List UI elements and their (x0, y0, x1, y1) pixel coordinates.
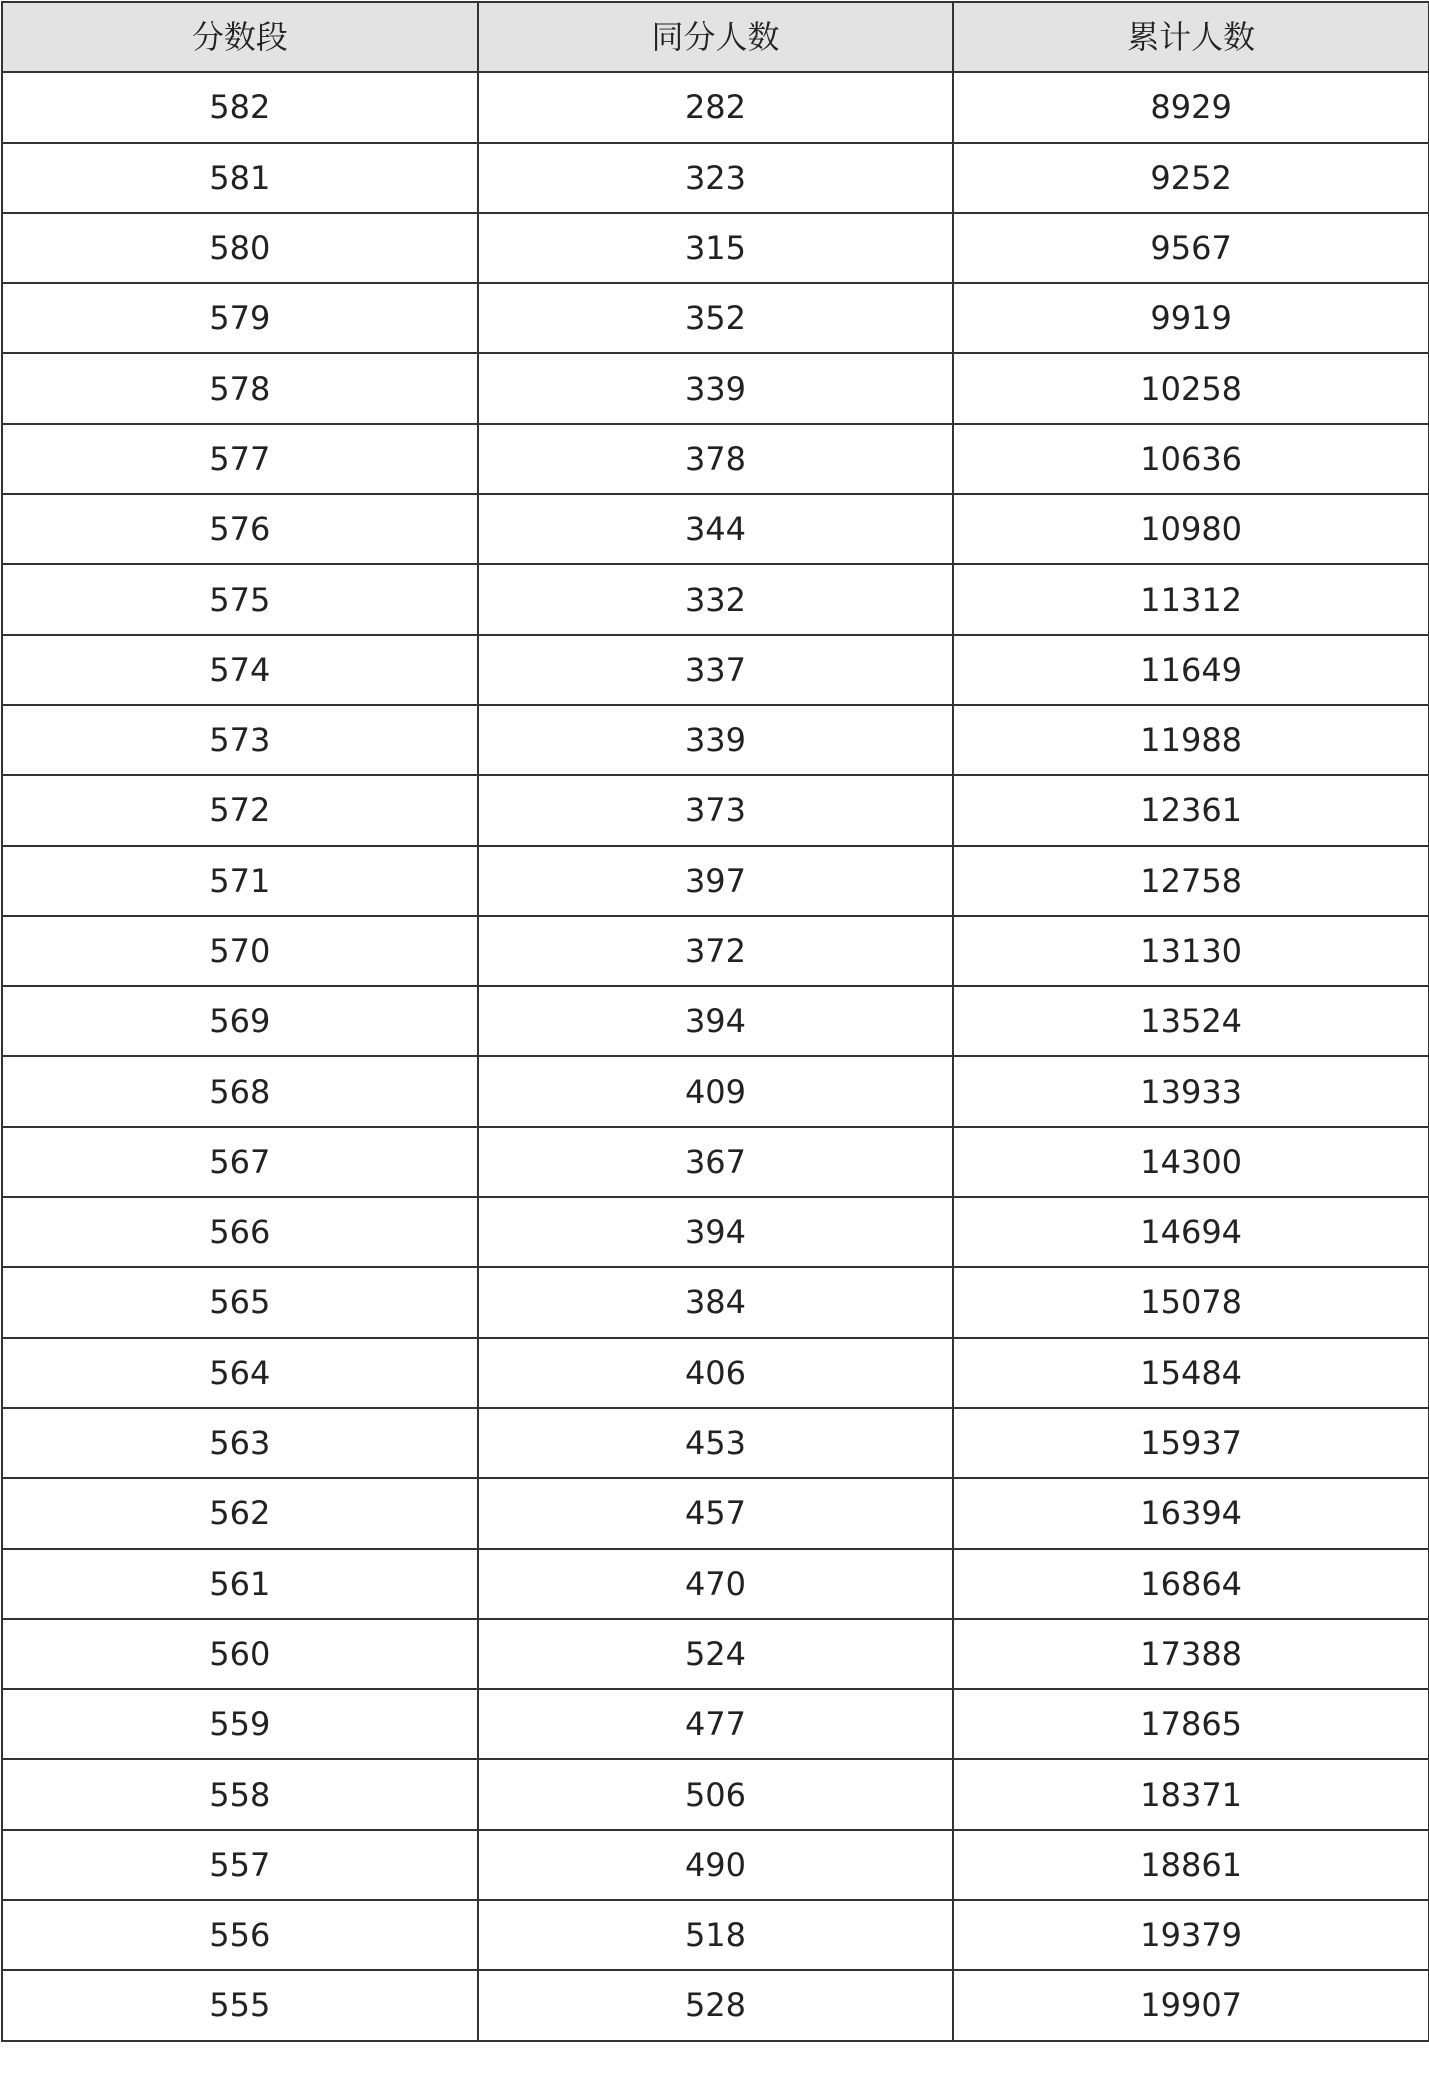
table-header (2, 2, 1429, 72)
cell-score: 578 (2, 353, 478, 423)
table-row (2, 1267, 1429, 1337)
table-row (2, 1197, 1429, 1267)
table-row (2, 72, 1429, 142)
table-row (2, 635, 1429, 705)
cell-score: 567 (2, 1127, 478, 1197)
cell-score: 571 (2, 846, 478, 916)
cell-score: 556 (2, 1900, 478, 1970)
header-row (2, 2, 1429, 72)
cell-cumulative-count: 9567 (953, 213, 1429, 283)
cell-same-score-count: 337 (478, 635, 954, 705)
table-row (2, 1830, 1429, 1900)
cell-score: 582 (2, 72, 478, 142)
table-row (2, 1338, 1429, 1408)
cell-score: 573 (2, 705, 478, 775)
cell-same-score-count: 453 (478, 1408, 954, 1478)
cell-same-score-count: 344 (478, 494, 954, 564)
cell-score: 561 (2, 1549, 478, 1619)
cell-score: 566 (2, 1197, 478, 1267)
table-row (2, 775, 1429, 845)
cell-same-score-count: 524 (478, 1619, 954, 1689)
cell-cumulative-count: 16394 (953, 1478, 1429, 1548)
cell-cumulative-count: 12361 (953, 775, 1429, 845)
cell-score: 569 (2, 986, 478, 1056)
cell-same-score-count: 315 (478, 213, 954, 283)
cell-cumulative-count: 14300 (953, 1127, 1429, 1197)
cell-cumulative-count: 9919 (953, 283, 1429, 353)
header-score-range: 分数段 (2, 2, 478, 72)
table-row (2, 1478, 1429, 1548)
table-row (2, 1900, 1429, 1970)
cell-cumulative-count: 10980 (953, 494, 1429, 564)
cell-score: 580 (2, 213, 478, 283)
cell-same-score-count: 323 (478, 143, 954, 213)
table-row (2, 424, 1429, 494)
table-row (2, 916, 1429, 986)
cell-cumulative-count: 17865 (953, 1689, 1429, 1759)
table-body (2, 72, 1429, 2040)
cell-same-score-count: 339 (478, 705, 954, 775)
cell-cumulative-count: 19907 (953, 1970, 1429, 2040)
cell-score: 574 (2, 635, 478, 705)
cell-same-score-count: 528 (478, 1970, 954, 2040)
cell-same-score-count: 406 (478, 1338, 954, 1408)
table-row (2, 564, 1429, 634)
cell-same-score-count: 506 (478, 1759, 954, 1829)
table-row (2, 1970, 1429, 2040)
cell-same-score-count: 378 (478, 424, 954, 494)
cell-score: 560 (2, 1619, 478, 1689)
cell-cumulative-count: 11649 (953, 635, 1429, 705)
table-row (2, 1689, 1429, 1759)
cell-same-score-count: 384 (478, 1267, 954, 1337)
cell-score: 557 (2, 1830, 478, 1900)
cell-score: 562 (2, 1478, 478, 1548)
cell-cumulative-count: 18371 (953, 1759, 1429, 1829)
cell-same-score-count: 490 (478, 1830, 954, 1900)
table-row (2, 986, 1429, 1056)
cell-same-score-count: 372 (478, 916, 954, 986)
cell-score: 577 (2, 424, 478, 494)
cell-score: 568 (2, 1056, 478, 1126)
cell-cumulative-count: 15078 (953, 1267, 1429, 1337)
cell-same-score-count: 332 (478, 564, 954, 634)
cell-cumulative-count: 15484 (953, 1338, 1429, 1408)
cell-same-score-count: 367 (478, 1127, 954, 1197)
cell-same-score-count: 470 (478, 1549, 954, 1619)
cell-score: 572 (2, 775, 478, 845)
cell-score: 570 (2, 916, 478, 986)
cell-same-score-count: 373 (478, 775, 954, 845)
cell-same-score-count: 282 (478, 72, 954, 142)
cell-cumulative-count: 15937 (953, 1408, 1429, 1478)
cell-cumulative-count: 10258 (953, 353, 1429, 423)
cell-cumulative-count: 12758 (953, 846, 1429, 916)
cell-score: 558 (2, 1759, 478, 1829)
table-row (2, 353, 1429, 423)
cell-score: 565 (2, 1267, 478, 1337)
cell-same-score-count: 477 (478, 1689, 954, 1759)
cell-score: 579 (2, 283, 478, 353)
cell-cumulative-count: 13130 (953, 916, 1429, 986)
cell-same-score-count: 457 (478, 1478, 954, 1548)
table-row (2, 494, 1429, 564)
cell-cumulative-count: 10636 (953, 424, 1429, 494)
table-row (2, 213, 1429, 283)
header-cumulative-count: 累计人数 (953, 2, 1429, 72)
cell-score: 563 (2, 1408, 478, 1478)
table-row (2, 1127, 1429, 1197)
cell-cumulative-count: 14694 (953, 1197, 1429, 1267)
table-row (2, 1549, 1429, 1619)
cell-same-score-count: 339 (478, 353, 954, 423)
cell-score: 555 (2, 1970, 478, 2040)
cell-same-score-count: 394 (478, 986, 954, 1056)
table-row (2, 705, 1429, 775)
cell-score: 576 (2, 494, 478, 564)
cell-cumulative-count: 19379 (953, 1900, 1429, 1970)
table-row (2, 1056, 1429, 1126)
cell-score: 559 (2, 1689, 478, 1759)
table-row (2, 143, 1429, 213)
cell-cumulative-count: 17388 (953, 1619, 1429, 1689)
table-row (2, 1408, 1429, 1478)
cell-cumulative-count: 8929 (953, 72, 1429, 142)
table-row (2, 1619, 1429, 1689)
cell-score: 581 (2, 143, 478, 213)
table-row (2, 846, 1429, 916)
table-row (2, 1759, 1429, 1829)
cell-cumulative-count: 9252 (953, 143, 1429, 213)
header-same-score-count: 同分人数 (478, 2, 954, 72)
cell-score: 564 (2, 1338, 478, 1408)
cell-same-score-count: 397 (478, 846, 954, 916)
cell-cumulative-count: 13933 (953, 1056, 1429, 1126)
cell-same-score-count: 518 (478, 1900, 954, 1970)
cell-cumulative-count: 13524 (953, 986, 1429, 1056)
cell-same-score-count: 352 (478, 283, 954, 353)
cell-cumulative-count: 16864 (953, 1549, 1429, 1619)
cell-cumulative-count: 11312 (953, 564, 1429, 634)
cell-same-score-count: 409 (478, 1056, 954, 1126)
table-row (2, 283, 1429, 353)
cell-same-score-count: 394 (478, 1197, 954, 1267)
score-distribution-table (1, 1, 1429, 2042)
cell-score: 575 (2, 564, 478, 634)
cell-cumulative-count: 11988 (953, 705, 1429, 775)
cell-cumulative-count: 18861 (953, 1830, 1429, 1900)
